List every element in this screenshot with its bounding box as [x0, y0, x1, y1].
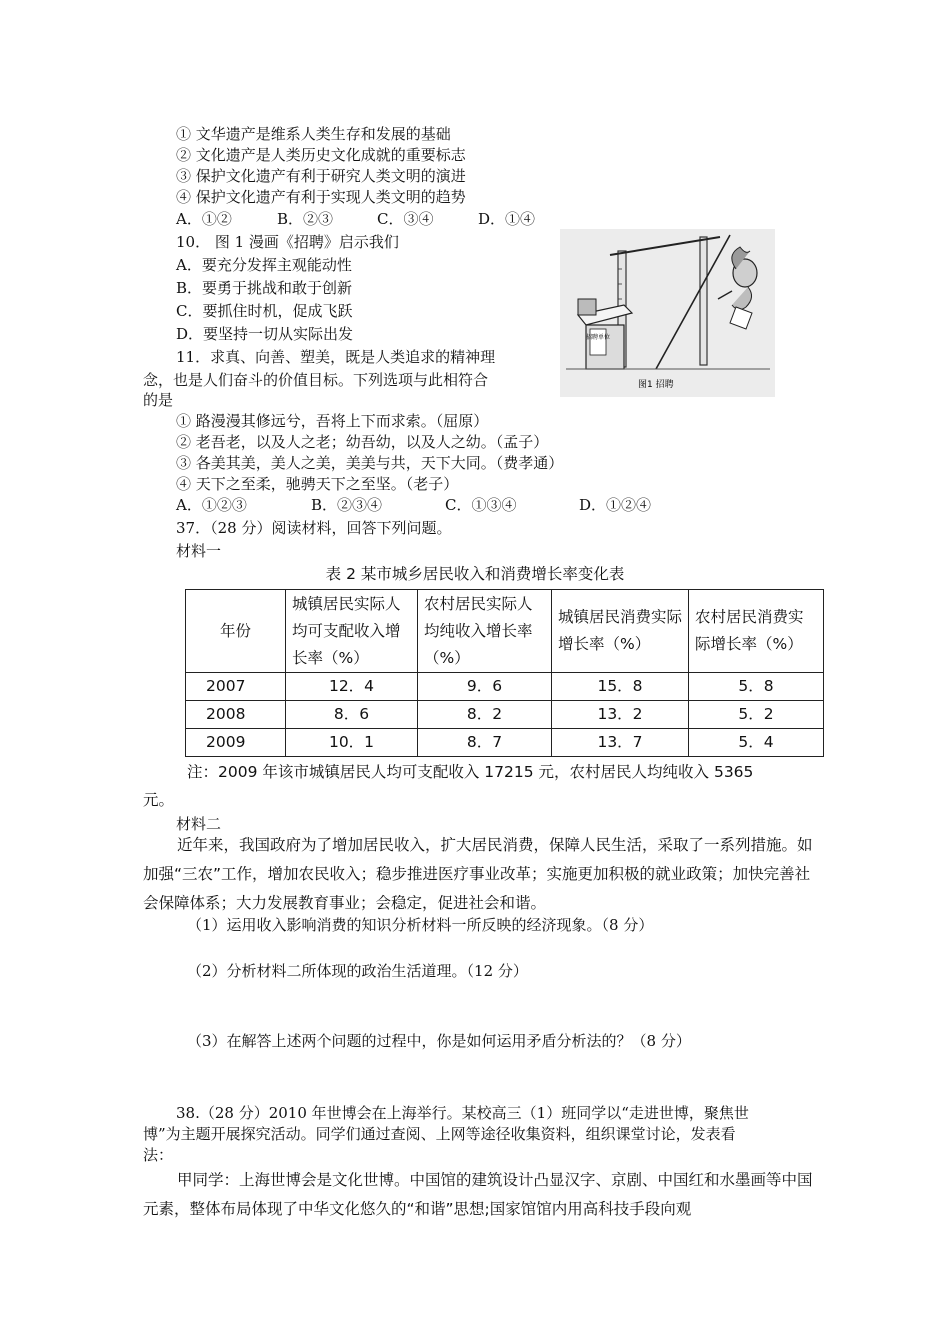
q10-choice-b: B．要勇于挑战和敢于创新	[176, 279, 353, 297]
table-cell: 2007	[186, 673, 286, 701]
sub-question-1: （1）运用收入影响消费的知识分析材料一所反映的经济现象。（8 分）	[187, 916, 654, 934]
q9-choice-a: A．①②	[176, 210, 232, 228]
sub-question-3: （3）在解答上述两个问题的过程中，你是如何运用矛盾分析法的？（8 分）	[187, 1032, 691, 1050]
table-cell: 13．2	[552, 701, 689, 729]
header-urban-consumption: 城镇居民消费实际增长率（%）	[552, 590, 689, 673]
q10-choice-c: C．要抓住时机，促成飞跃	[176, 302, 353, 320]
q9-option-2: ② 文化遗产是人类历史文化成就的重要标志	[176, 146, 466, 164]
q11-choice-c: C．①③④	[445, 496, 517, 514]
table-row	[186, 673, 824, 701]
table-cell: 9．6	[418, 673, 552, 701]
table-title: 表 2 某市城乡居民收入和消费增长率变化表	[325, 565, 625, 583]
cartoon-illustration	[560, 229, 775, 397]
table-cell: 2009	[186, 729, 286, 757]
q10-choice-d: D．要坚持一切从实际出发	[176, 325, 354, 343]
q9-option-3: ③ 保护文化遗产有利于研究人类文明的演进	[176, 167, 466, 185]
material-1-label: 材料一	[176, 542, 222, 560]
q11-stem-1: 11．求真、向善、塑美，既是人类追求的精神理	[176, 348, 496, 366]
q11-choices	[176, 494, 651, 516]
table-cell: 12．4	[286, 673, 418, 701]
table-cell: 2008	[186, 701, 286, 729]
q9-choice-d: D．①④	[478, 210, 536, 228]
header-urban-income: 城镇居民实际人均可支配收入增长率（%）	[286, 590, 418, 673]
table-cell: 15．8	[552, 673, 689, 701]
table-note-1: 注：2009 年该市城镇居民人均可支配收入 17215 元，农村居民人均纯收入 5365	[187, 763, 754, 781]
q37-stem: 37．（28 分）阅读材料，回答下列问题。	[176, 519, 452, 537]
income-table	[185, 589, 824, 757]
q11-choice-d: D．①②④	[579, 496, 652, 514]
table-cell: 10．1	[286, 729, 418, 757]
table-cell: 8．2	[418, 701, 552, 729]
table-cell: 5．2	[689, 701, 824, 729]
q11-option-3: ③ 各美其美，美人之美，美美与共，天下大同。（费孝通）	[176, 454, 564, 472]
q11-option-1: ① 路漫漫其修远兮，吾将上下而求索。（屈原）	[176, 412, 489, 430]
material-2-label: 材料二	[176, 815, 222, 833]
table-cell: 8．6	[286, 701, 418, 729]
q9-choice-b: B．②③	[277, 210, 334, 228]
q11-stem-3: 的是	[143, 391, 174, 409]
q11-choice-b: B．②③④	[311, 496, 383, 514]
table-row	[186, 701, 824, 729]
q10-choice-a: A．要充分发挥主观能动性	[176, 256, 352, 274]
q38-stem-2: 博”为主题开展探究活动。同学们通过查阅、上网等途径收集资料，组织课堂讨论，发表看	[143, 1125, 736, 1143]
table-cell: 5．4	[689, 729, 824, 757]
table-cell: 5．8	[689, 673, 824, 701]
q38-stem-1: 38.（28 分）2010 年世博会在上海举行。某校高三（1）班同学以“走进世博，聚焦世	[176, 1104, 749, 1122]
student-a-text: 甲同学：上海世博会是文化世博。中国馆的建筑设计凸显汉字、京剧、中国红和水墨画等中国元素，整体布局体现了中华文化悠久的“和谐”思想;国家馆馆内用高科技手段向观	[143, 1171, 813, 1218]
q9-option-4: ④ 保护文化遗产有利于实现人类文明的趋势	[176, 188, 466, 206]
q11-option-2: ② 老吾老，以及人之老；幼吾幼，以及人之幼。（孟子）	[176, 433, 549, 451]
q10-stem: 10． 图 1 漫画《招聘》启示我们	[176, 233, 399, 251]
figure-caption: 图1 招聘	[638, 380, 674, 390]
q11-option-4: ④ 天下之至柔，驰骋天下之至坚。（老子）	[176, 475, 459, 493]
sub-question-2: （2）分析材料二所体现的政治生活道理。（12 分）	[187, 962, 528, 980]
q9-choice-c: C．③④	[377, 210, 434, 228]
q9-option-1: ① 文华遗产是维系人类生存和发展的基础	[176, 125, 451, 143]
q9-choices	[176, 208, 535, 230]
q38-stem-3: 法：	[143, 1146, 174, 1164]
table-cell: 13．7	[552, 729, 689, 757]
cartoon-figure	[560, 229, 775, 397]
table-note-2: 元。	[143, 791, 175, 809]
header-rural-income: 农村居民实际人均纯收入增长率（%）	[418, 590, 552, 673]
q11-choice-a: A．①②③	[176, 496, 247, 514]
table-header-row	[186, 590, 824, 673]
q11-stem-2: 念，也是人们奋斗的价值目标。下列选项与此相符合	[143, 371, 489, 389]
header-rural-consumption: 农村居民消费实际增长率（%）	[689, 590, 824, 673]
header-year: 年份	[186, 590, 286, 673]
material-2-text: 近年来，我国政府为了增加居民收入，扩大居民消费，保障人民生活，采取了一系列措施。如加强“三农”工作，增加农民收入；稳步推进医疗事业改革；实施更加积极的就业政策；加快完善社会保障体系；大力发展教育事业；会稳定，促进社会和谐。	[143, 836, 813, 912]
desk-label: 招聘单位	[585, 334, 611, 341]
table-row	[186, 729, 824, 757]
table-cell: 8．7	[418, 729, 552, 757]
